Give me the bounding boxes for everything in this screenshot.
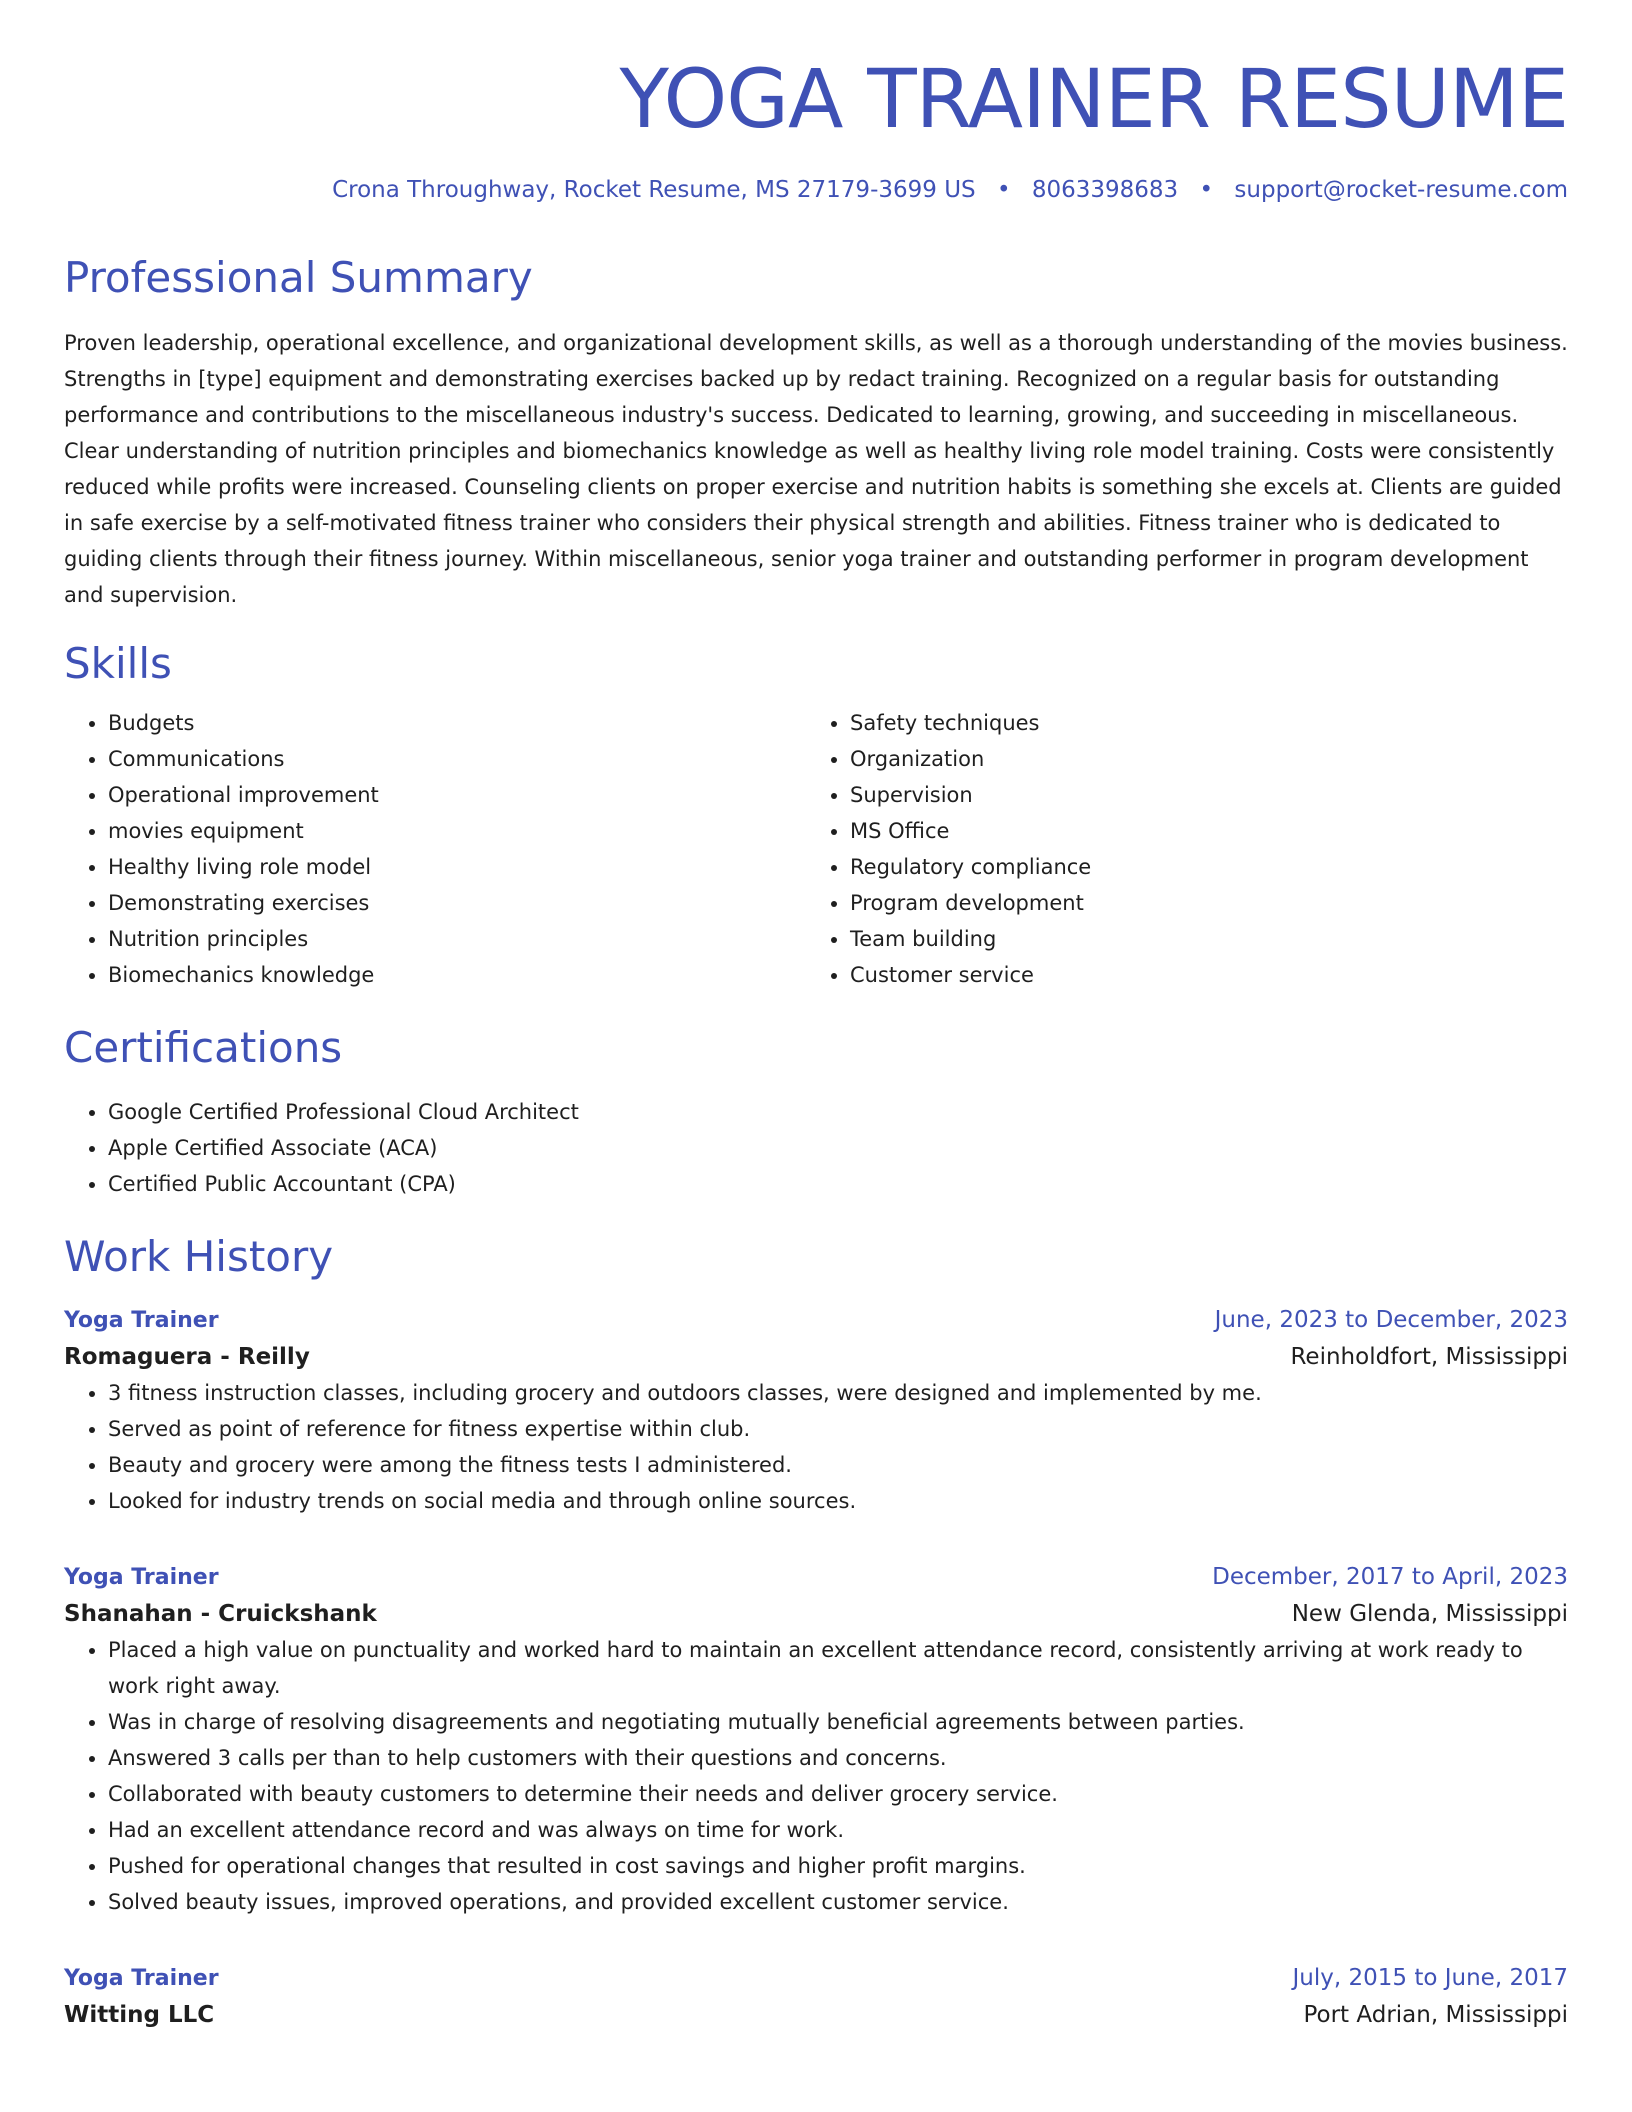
job-company: Shanahan - Cruickshank: [64, 1601, 377, 1628]
summary-text: Proven leadership, operational excellence, and organizational development skills, as well as a thorough understanding of the movies business. Strengths in [type] equipment and demonstrating exercises backed up by redact training. Recognized on a regular basis for outstanding performance and contributions to the miscellaneous industry's success. Dedicated to learning, growing, and succeeding in miscellaneous. Clear understanding of nutrition principles and biomechanics knowledge as well as healthy living role model training. Costs were consistently reduced while profits were increased. Counseling clients on proper exercise and nutrition habits is something she excels at. Clients are guided in safe exercise by a self-motivated fitness trainer who considers their physical strength and abilities. Fitness trainer who is dedicated to guiding clients through their fitness journey. Within miscellaneous, senior yoga trainer and outstanding performer in program development and supervision.: [64, 330, 1568, 607]
job-bullet-list: [64, 1375, 1568, 1519]
job-bullet: • Placed a high value on punctuality and worked hard to maintain an excellent attendance record, consistently arriving at work ready to work right away.: [108, 1632, 1568, 1704]
job-role: Yoga Trainer: [64, 1308, 219, 1334]
skill-item: • Organization: [850, 741, 1548, 777]
job-role: Yoga Trainer: [64, 1966, 219, 1992]
skill-item: • Safety techniques: [850, 705, 1548, 741]
contact-separator: •: [996, 177, 1011, 203]
skills-list-right: [806, 705, 1548, 993]
job-bullet: • Looked for industry trends on social media and through online sources.: [108, 1483, 1568, 1519]
certifications-list: [64, 1094, 1568, 1202]
job-bullet: • Collaborated with beauty customers to determine their needs and deliver grocery service.: [108, 1776, 1568, 1812]
skills-heading: Skills: [64, 638, 172, 688]
work-history-heading: Work History: [64, 1231, 334, 1281]
job-bullet: • Beauty and grocery were among the fitness tests I administered.: [108, 1447, 1568, 1483]
job-role: Yoga Trainer: [64, 1565, 219, 1591]
job-entry: [64, 1960, 1568, 2033]
job-dates: July, 2015 to June, 2017: [1292, 1965, 1568, 1992]
job-location: Port Adrian, Mississippi: [1303, 2002, 1568, 2029]
skill-item: • MS Office: [850, 813, 1548, 849]
job-bullet: • 3 fitness instruction classes, including grocery and outdoors classes, were designed and implemented by me.: [108, 1375, 1568, 1411]
job-entry: [64, 1302, 1568, 1519]
skills-column-right: [806, 705, 1548, 993]
job-bullet: • Pushed for operational changes that resulted in cost savings and higher profit margins.: [108, 1848, 1568, 1884]
certifications-heading: Certifications: [64, 1023, 343, 1073]
contact-separator: •: [1199, 177, 1214, 203]
job-company-row: [64, 1339, 1568, 1375]
job-company: Romaguera - Reilly: [64, 1344, 310, 1371]
contact-line: [64, 177, 1568, 205]
skills-columns: [64, 705, 1568, 993]
job-location: New Glenda, Mississippi: [1291, 1601, 1568, 1628]
job-company: Witting LLC: [64, 2002, 215, 2029]
contact-email: support@rocket-resume.com: [1234, 177, 1568, 203]
job-bullet: • Had an excellent attendance record and was always on time for work.: [108, 1812, 1568, 1848]
skills-column-left: [64, 705, 806, 993]
job-header-row: [64, 1960, 1568, 1997]
skills-list-left: [64, 705, 806, 993]
job-bullet-list: [64, 1632, 1568, 1920]
skill-item: • movies equipment: [108, 813, 806, 849]
skill-item: • Communications: [108, 741, 806, 777]
contact-phone: 8063398683: [1031, 177, 1179, 203]
job-dates: June, 2023 to December, 2023: [1214, 1307, 1568, 1334]
contact-address: Crona Throughway, Rocket Resume, MS 27179-3699 US: [332, 177, 976, 203]
skill-item: • Budgets: [108, 705, 806, 741]
skill-item: • Nutrition principles: [108, 921, 806, 957]
skill-item: • Regulatory compliance: [850, 849, 1548, 885]
certification-item: • Apple Certified Associate (ACA): [108, 1130, 1568, 1166]
job-bullet: • Answered 3 calls per than to help customers with their questions and concerns.: [108, 1740, 1568, 1776]
certification-item: • Google Certified Professional Cloud Architect: [108, 1094, 1568, 1130]
skill-item: • Biomechanics knowledge: [108, 957, 806, 993]
skill-item: • Healthy living role model: [108, 849, 806, 885]
job-dates: December, 2017 to April, 2023: [1212, 1564, 1568, 1591]
skill-item: • Supervision: [850, 777, 1548, 813]
resume-page: [64, 0, 1568, 2033]
job-company-row: [64, 1997, 1568, 2033]
skill-item: • Team building: [850, 921, 1548, 957]
resume-title: YOGA TRAINER RESUME: [619, 53, 1568, 147]
job-company-row: [64, 1596, 1568, 1632]
summary-heading: Professional Summary: [64, 252, 533, 302]
job-bullet: • Was in charge of resolving disagreements and negotiating mutually beneficial agreements between parties.: [108, 1704, 1568, 1740]
job-header-row: [64, 1559, 1568, 1596]
job-bullet: • Solved beauty issues, improved operations, and provided excellent customer service.: [108, 1884, 1568, 1920]
certification-item: • Certified Public Accountant (CPA): [108, 1166, 1568, 1202]
job-header-row: [64, 1302, 1568, 1339]
job-location: Reinholdfort, Mississippi: [1290, 1344, 1568, 1371]
job-bullet: • Served as point of reference for fitness expertise within club.: [108, 1411, 1568, 1447]
skill-item: • Operational improvement: [108, 777, 806, 813]
skill-item: • Program development: [850, 885, 1548, 921]
job-entry: [64, 1559, 1568, 1920]
skill-item: • Customer service: [850, 957, 1548, 993]
skill-item: • Demonstrating exercises: [108, 885, 806, 921]
